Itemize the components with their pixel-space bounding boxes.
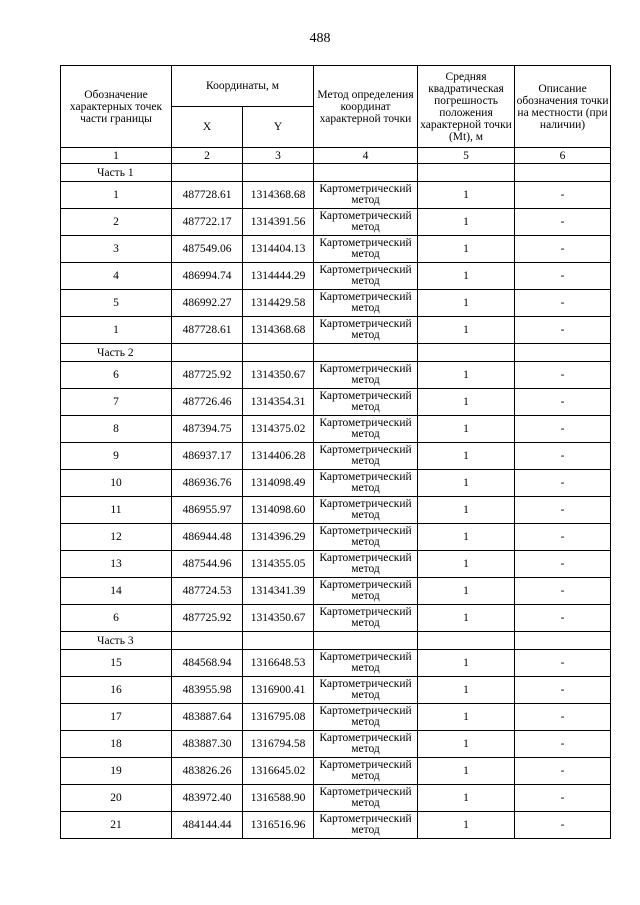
method-line1: Картометрический — [319, 417, 412, 429]
table-row — [61, 362, 611, 389]
empty-cell — [172, 344, 243, 362]
method — [314, 182, 418, 209]
coord-y: 1314396.29 — [243, 524, 314, 551]
coord-x: 483887.64 — [172, 704, 243, 731]
error-mt: 1 — [418, 209, 515, 236]
header-method: Метод определения координат характерной точки — [314, 66, 418, 148]
point-id: 9 — [61, 443, 172, 470]
point-id: 19 — [61, 758, 172, 785]
table-row — [61, 758, 611, 785]
error-mt: 1 — [418, 758, 515, 785]
point-id: 12 — [61, 524, 172, 551]
coord-y: 1314354.31 — [243, 389, 314, 416]
table-row — [61, 551, 611, 578]
method-line1: Картометрический — [319, 786, 412, 798]
coord-x: 483972.40 — [172, 785, 243, 812]
header-x: X — [172, 107, 243, 148]
point-id: 6 — [61, 362, 172, 389]
method — [314, 362, 418, 389]
point-id: 5 — [61, 290, 172, 317]
point-description: - — [515, 524, 611, 551]
table-body — [61, 164, 611, 839]
empty-cell — [418, 164, 515, 182]
coord-x: 484144.44 — [172, 812, 243, 839]
coord-x: 483826.26 — [172, 758, 243, 785]
coord-y: 1314341.39 — [243, 578, 314, 605]
coord-x: 486994.74 — [172, 263, 243, 290]
method-line1: Картометрический — [319, 813, 412, 825]
header-description: Описание обозначения точки на местности (при наличии) — [515, 66, 611, 148]
method — [314, 731, 418, 758]
method-line2: метод — [351, 401, 380, 413]
part-row — [61, 164, 611, 182]
column-number: 4 — [314, 148, 418, 164]
coord-x: 484568.94 — [172, 650, 243, 677]
method — [314, 605, 418, 632]
method-line1: Картометрический — [319, 732, 412, 744]
point-description: - — [515, 551, 611, 578]
method-line2: метод — [351, 689, 380, 701]
point-description: - — [515, 209, 611, 236]
method-line1: Картометрический — [319, 759, 412, 771]
table-row — [61, 416, 611, 443]
method-line1: Картометрический — [319, 318, 412, 330]
point-id: 18 — [61, 731, 172, 758]
coordinates-table — [60, 65, 611, 839]
header-error: Средняя квадратическая погрешность положения характерной точки (Mt), м — [418, 66, 515, 148]
error-mt: 1 — [418, 704, 515, 731]
error-mt: 1 — [418, 785, 515, 812]
point-id: 15 — [61, 650, 172, 677]
error-mt: 1 — [418, 470, 515, 497]
coord-y: 1314350.67 — [243, 362, 314, 389]
method-line2: метод — [351, 824, 380, 836]
method-line2: метод — [351, 428, 380, 440]
table-row — [61, 182, 611, 209]
coord-y: 1316588.90 — [243, 785, 314, 812]
part-label: Часть 2 — [61, 344, 172, 362]
method — [314, 317, 418, 344]
error-mt: 1 — [418, 443, 515, 470]
method — [314, 551, 418, 578]
coord-x: 487725.92 — [172, 362, 243, 389]
point-id: 10 — [61, 470, 172, 497]
coord-x: 486955.97 — [172, 497, 243, 524]
method — [314, 812, 418, 839]
point-id: 21 — [61, 812, 172, 839]
error-mt: 1 — [418, 362, 515, 389]
point-description: - — [515, 497, 611, 524]
table-row — [61, 731, 611, 758]
error-mt: 1 — [418, 731, 515, 758]
page-number: 488 — [309, 31, 331, 46]
table-row — [61, 263, 611, 290]
point-id: 11 — [61, 497, 172, 524]
coord-y: 1314391.56 — [243, 209, 314, 236]
method — [314, 389, 418, 416]
method-line1: Картометрический — [319, 525, 412, 537]
error-mt: 1 — [418, 551, 515, 578]
method-line1: Картометрический — [319, 291, 412, 303]
empty-cell — [515, 632, 611, 650]
error-mt: 1 — [418, 497, 515, 524]
coord-x: 486936.76 — [172, 470, 243, 497]
part-row — [61, 632, 611, 650]
point-description: - — [515, 470, 611, 497]
coord-x: 487728.61 — [172, 317, 243, 344]
header-y: Y — [243, 107, 314, 148]
error-mt: 1 — [418, 812, 515, 839]
column-number: 6 — [515, 148, 611, 164]
part-label: Часть 3 — [61, 632, 172, 650]
point-description: - — [515, 236, 611, 263]
part-row — [61, 344, 611, 362]
point-id: 8 — [61, 416, 172, 443]
coord-y: 1316648.53 — [243, 650, 314, 677]
point-description: - — [515, 650, 611, 677]
method-line2: метод — [351, 563, 380, 575]
method-line1: Картометрический — [319, 552, 412, 564]
empty-cell — [418, 632, 515, 650]
error-mt: 1 — [418, 290, 515, 317]
column-number: 2 — [172, 148, 243, 164]
table-row — [61, 578, 611, 605]
coord-x: 487725.92 — [172, 605, 243, 632]
coord-y: 1314375.02 — [243, 416, 314, 443]
point-id: 1 — [61, 317, 172, 344]
coord-x: 487728.61 — [172, 182, 243, 209]
error-mt: 1 — [418, 263, 515, 290]
column-number: 3 — [243, 148, 314, 164]
method-line1: Картометрический — [319, 651, 412, 663]
coord-y: 1314098.49 — [243, 470, 314, 497]
empty-cell — [243, 632, 314, 650]
coord-x: 487549.06 — [172, 236, 243, 263]
method-line2: метод — [351, 536, 380, 548]
method-line1: Картометрический — [319, 579, 412, 591]
method — [314, 677, 418, 704]
coord-y: 1314350.67 — [243, 605, 314, 632]
empty-cell — [418, 344, 515, 362]
table-row — [61, 470, 611, 497]
coord-x: 487544.96 — [172, 551, 243, 578]
point-id: 7 — [61, 389, 172, 416]
empty-cell — [172, 164, 243, 182]
point-description: - — [515, 362, 611, 389]
point-description: - — [515, 677, 611, 704]
table-row — [61, 650, 611, 677]
method-line1: Картометрический — [319, 363, 412, 375]
coord-x: 486937.17 — [172, 443, 243, 470]
method — [314, 209, 418, 236]
method-line1: Картометрический — [319, 183, 412, 195]
point-description: - — [515, 317, 611, 344]
table-row — [61, 209, 611, 236]
point-description: - — [515, 731, 611, 758]
point-id: 14 — [61, 578, 172, 605]
method-line2: метод — [351, 329, 380, 341]
coord-x: 486992.27 — [172, 290, 243, 317]
method-line2: метод — [351, 716, 380, 728]
coord-y: 1316645.02 — [243, 758, 314, 785]
method-line1: Картометрический — [319, 237, 412, 249]
point-description: - — [515, 389, 611, 416]
table-row — [61, 290, 611, 317]
error-mt: 1 — [418, 389, 515, 416]
error-mt: 1 — [418, 416, 515, 443]
method — [314, 650, 418, 677]
point-id: 4 — [61, 263, 172, 290]
table-row — [61, 443, 611, 470]
method-line2: метод — [351, 455, 380, 467]
method — [314, 290, 418, 317]
point-id: 20 — [61, 785, 172, 812]
method — [314, 263, 418, 290]
method — [314, 578, 418, 605]
point-description: - — [515, 785, 611, 812]
point-id: 1 — [61, 182, 172, 209]
coord-y: 1316516.96 — [243, 812, 314, 839]
method — [314, 443, 418, 470]
empty-cell — [243, 164, 314, 182]
empty-cell — [515, 344, 611, 362]
point-description: - — [515, 605, 611, 632]
table-row — [61, 704, 611, 731]
method — [314, 416, 418, 443]
coord-x: 487726.46 — [172, 389, 243, 416]
error-mt: 1 — [418, 677, 515, 704]
table-row — [61, 317, 611, 344]
coord-x: 487724.53 — [172, 578, 243, 605]
point-id: 16 — [61, 677, 172, 704]
error-mt: 1 — [418, 317, 515, 344]
method — [314, 785, 418, 812]
empty-cell — [243, 344, 314, 362]
column-number: 1 — [61, 148, 172, 164]
method-line2: метод — [351, 797, 380, 809]
method-line2: метод — [351, 617, 380, 629]
point-description: - — [515, 578, 611, 605]
coord-y: 1314355.05 — [243, 551, 314, 578]
empty-cell — [172, 632, 243, 650]
point-description: - — [515, 758, 611, 785]
coord-y: 1314444.29 — [243, 263, 314, 290]
point-description: - — [515, 704, 611, 731]
header-designation: Обозначение характерных точек части границы — [61, 66, 172, 148]
point-id: 6 — [61, 605, 172, 632]
method — [314, 236, 418, 263]
point-description: - — [515, 443, 611, 470]
method-line2: метод — [351, 248, 380, 260]
method-line2: метод — [351, 275, 380, 287]
method-line1: Картометрический — [319, 471, 412, 483]
method-line2: метод — [351, 374, 380, 386]
coord-y: 1316795.08 — [243, 704, 314, 731]
error-mt: 1 — [418, 524, 515, 551]
method-line2: метод — [351, 770, 380, 782]
table-row — [61, 524, 611, 551]
column-number: 5 — [418, 148, 515, 164]
point-description: - — [515, 182, 611, 209]
error-mt: 1 — [418, 236, 515, 263]
point-id: 3 — [61, 236, 172, 263]
coord-x: 487394.75 — [172, 416, 243, 443]
point-description: - — [515, 812, 611, 839]
error-mt: 1 — [418, 578, 515, 605]
method-line2: метод — [351, 509, 380, 521]
point-id: 2 — [61, 209, 172, 236]
error-mt: 1 — [418, 650, 515, 677]
coord-x: 487722.17 — [172, 209, 243, 236]
error-mt: 1 — [418, 182, 515, 209]
coord-y: 1314404.13 — [243, 236, 314, 263]
coord-x: 486944.48 — [172, 524, 243, 551]
part-label: Часть 1 — [61, 164, 172, 182]
method — [314, 524, 418, 551]
method — [314, 497, 418, 524]
error-mt: 1 — [418, 605, 515, 632]
method-line1: Картометрический — [319, 390, 412, 402]
method-line1: Картометрический — [319, 210, 412, 222]
header-coordinates: Координаты, м — [172, 66, 314, 107]
method-line2: метод — [351, 221, 380, 233]
method-line2: метод — [351, 590, 380, 602]
coord-x: 483887.30 — [172, 731, 243, 758]
empty-cell — [314, 632, 418, 650]
table-row — [61, 497, 611, 524]
point-description: - — [515, 416, 611, 443]
method-line1: Картометрический — [319, 444, 412, 456]
point-id: 17 — [61, 704, 172, 731]
coord-y: 1314368.68 — [243, 182, 314, 209]
method — [314, 470, 418, 497]
method-line1: Картометрический — [319, 678, 412, 690]
method-line2: метод — [351, 194, 380, 206]
coord-y: 1314429.58 — [243, 290, 314, 317]
table-row — [61, 677, 611, 704]
point-description: - — [515, 290, 611, 317]
coord-y: 1314406.28 — [243, 443, 314, 470]
coord-y: 1316900.41 — [243, 677, 314, 704]
coord-y: 1314368.68 — [243, 317, 314, 344]
point-description: - — [515, 263, 611, 290]
table-row — [61, 812, 611, 839]
point-id: 13 — [61, 551, 172, 578]
table-row — [61, 785, 611, 812]
coord-y: 1314098.60 — [243, 497, 314, 524]
method-line1: Картометрический — [319, 606, 412, 618]
method-line2: метод — [351, 482, 380, 494]
coord-x: 483955.98 — [172, 677, 243, 704]
table-row — [61, 389, 611, 416]
method-line2: метод — [351, 743, 380, 755]
method-line2: метод — [351, 302, 380, 314]
method — [314, 758, 418, 785]
empty-cell — [314, 164, 418, 182]
table-row — [61, 605, 611, 632]
method-line1: Картометрический — [319, 264, 412, 276]
table-row — [61, 236, 611, 263]
empty-cell — [515, 164, 611, 182]
method-line1: Картометрический — [319, 705, 412, 717]
empty-cell — [314, 344, 418, 362]
coord-y: 1316794.58 — [243, 731, 314, 758]
method — [314, 704, 418, 731]
method-line2: метод — [351, 662, 380, 674]
method-line1: Картометрический — [319, 498, 412, 510]
